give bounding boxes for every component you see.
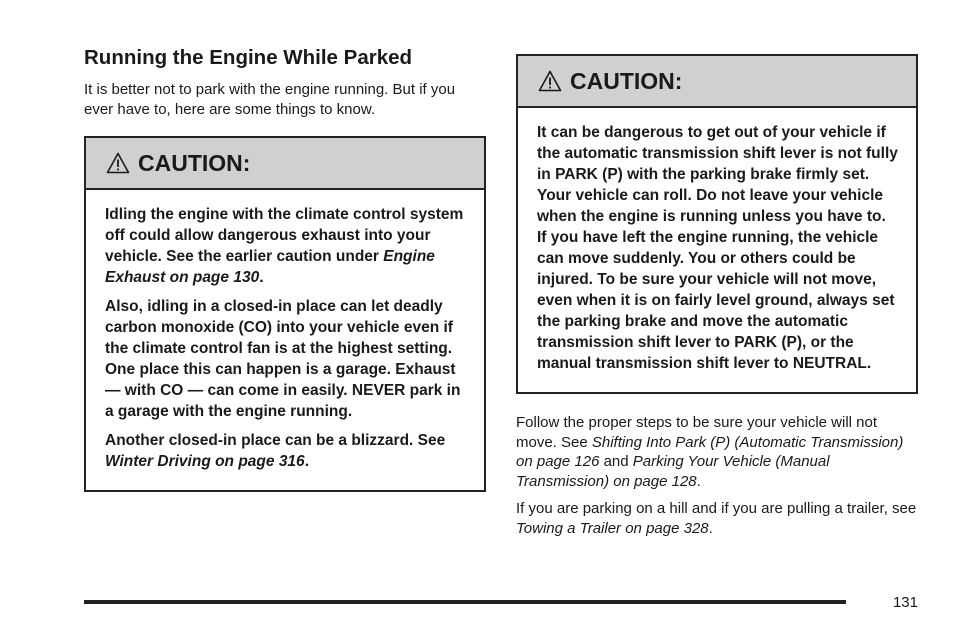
body-text-block xyxy=(516,413,918,538)
caution-paragraph xyxy=(105,204,466,288)
page-number: 131 xyxy=(892,594,918,611)
caution-title: CAUTION: xyxy=(138,149,251,176)
caution-box-right xyxy=(516,54,918,394)
caution-paragraph: If you have left the engine running, the vehicle can move suddenly. You or others could be injured. To be sure your vehicle will not move, even when it is on fairly level ground, always set the parking brake and move the automatic transmission shift lever to PARK (P), or the manual transmission shift lever to NEUTRAL. xyxy=(537,229,895,372)
page-reference: Towing a Trailer on page 328 xyxy=(516,519,709,537)
warning-triangle-icon xyxy=(538,70,562,92)
punctuation: . xyxy=(708,519,713,537)
caution-paragraph: It can be dangerous to get out of your vehicle if the automatic transmission shift lever is not fully in PARK (P) with the parking brake firmly set. Your vehicle can roll. Do not leave your vehicle when the engine is running unless you have to. xyxy=(537,124,898,225)
caution-box-left xyxy=(84,136,486,492)
punctuation: . xyxy=(259,269,264,286)
caution-body xyxy=(86,190,484,490)
page-reference: Engine Exhaust on page 130 xyxy=(105,248,435,286)
body-text: Follow the proper steps to be sure your vehicle will not move. See xyxy=(516,414,878,451)
caution-title: CAUTION: xyxy=(570,67,683,94)
body-text: If you are parking on a hill and if you are pulling a trailer, see xyxy=(516,500,917,517)
punctuation: . xyxy=(304,453,309,470)
caution-text: Idling the engine with the climate control system off could allow dangerous exhaust into your vehicle. See the earlier caution under xyxy=(105,206,464,265)
body-text: and xyxy=(599,453,633,470)
caution-paragraph xyxy=(105,430,466,472)
body-paragraph xyxy=(516,413,918,491)
footer-rule xyxy=(84,600,846,604)
section-heading: Running the Engine While Parked xyxy=(84,46,413,69)
page-reference: Parking Your Vehicle (Manual Transmission) on page 128 xyxy=(516,453,830,490)
caution-text: Another closed-in place can be a blizzard. See xyxy=(105,432,446,449)
caution-header xyxy=(86,138,484,190)
caution-body xyxy=(518,108,916,392)
right-column xyxy=(516,54,918,546)
body-paragraph xyxy=(516,499,918,538)
intro-paragraph: It is better not to park with the engine running. But if you ever have to, here are some things to know. xyxy=(84,81,456,118)
page-reference: Shifting Into Park (P) (Automatic Transmission) on page 126 xyxy=(516,433,904,470)
caution-paragraph: Also, idling in a closed-in place can let deadly carbon monoxide (CO) into your vehicle even if the climate control fan is at the highest setting. One place this can happen is a garage. Exhaust — with CO — can come in easily. NEVER park in a garage with the engine running. xyxy=(105,298,461,420)
warning-triangle-icon xyxy=(106,152,130,174)
page-reference: Winter Driving on page 316 xyxy=(105,453,305,470)
left-column xyxy=(84,46,486,492)
punctuation: . xyxy=(696,472,701,490)
caution-header xyxy=(518,56,916,108)
